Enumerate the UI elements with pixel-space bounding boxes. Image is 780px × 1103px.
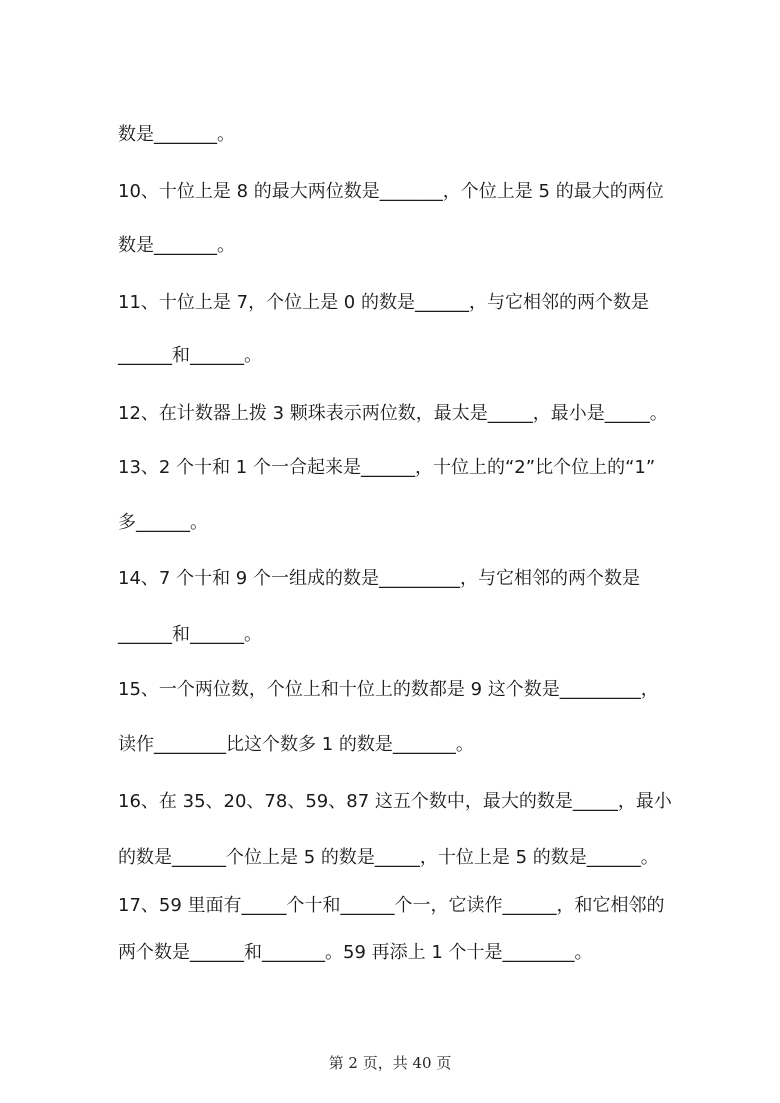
text-line-q10-continued: 数是_______。 bbox=[118, 235, 235, 256]
text-line-q13-continued: 多______。 bbox=[118, 512, 208, 533]
text-line-q17: 17、59 里面有_____个十和______个一，它读作______，和它相邻的 bbox=[118, 895, 665, 916]
text-line-q15: 15、一个两位数，个位上和十位上的数都是 9 这个数是_________， bbox=[118, 679, 659, 700]
text-line-q16: 16、在 35、20、78、59、87 这五个数中，最大的数是_____，最小 bbox=[118, 791, 672, 812]
page-footer: 第 2 页，共 40 页 bbox=[328, 1054, 452, 1072]
text-line-q12: 12、在计数器上拨 3 颗珠表示两位数，最太是_____，最小是_____。 bbox=[118, 403, 668, 424]
text-line-q17-continued: 两个数是______和_______。59 再添上 1 个十是________。 bbox=[118, 942, 593, 963]
text-line-q13: 13、2 个十和 1 个一合起来是______，十位上的“2”比个位上的“1” bbox=[118, 457, 656, 478]
text-line-q10: 10、十位上是 8 的最大两位数是_______，个位上是 5 的最大的两位 bbox=[118, 181, 664, 202]
text-line-q14-continued: ______和______。 bbox=[118, 624, 262, 645]
text-line-q16-continued: 的数是______个位上是 5 的数是_____，十位上是 5 的数是______。 bbox=[118, 847, 659, 868]
text-line-q14: 14、7 个十和 9 个一组成的数是_________，与它相邻的两个数是 bbox=[118, 568, 640, 589]
text-line-q11: 11、十位上是 7，个位上是 0 的数是______，与它相邻的两个数是 bbox=[118, 292, 649, 313]
text-line-q9-continued: 数是_______。 bbox=[118, 124, 235, 145]
text-line-q15-continued: 读作________比这个数多 1 的数是_______。 bbox=[118, 734, 474, 755]
text-line-q11-continued: ______和______。 bbox=[118, 345, 262, 366]
